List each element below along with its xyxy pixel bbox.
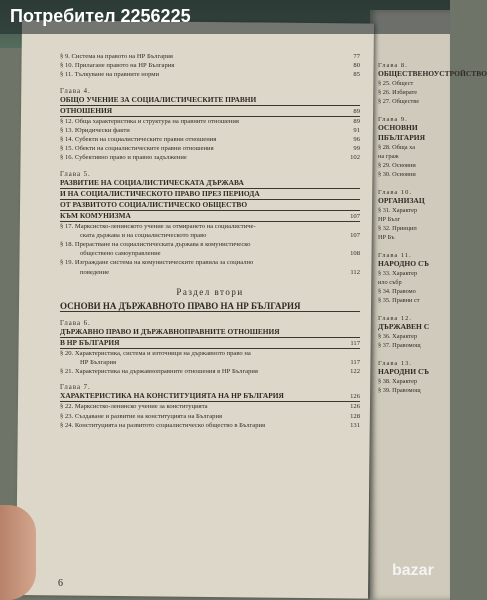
part-title: ОСНОВИ НА ДЪРЖАВНОТО ПРАВО НА НР БЪЛГАРИЯ: [60, 301, 360, 312]
chapter-title: [60, 178, 360, 222]
toc-entry: [60, 135, 360, 144]
chapter-label: Глава 11.: [378, 252, 412, 259]
chapter-title-line: ОРГАНИЗАЦ: [378, 196, 425, 205]
toc-entry: [60, 222, 360, 231]
toc-entry-label: § 18. Прерастване на социалистическата държава в комунистическо: [60, 241, 251, 249]
chapter-title-line: ДЪРЖАВЕН С: [378, 322, 430, 331]
chapter-label: Глава 5.: [60, 170, 91, 178]
toc-entry: [378, 269, 450, 278]
toc-entry: [378, 341, 450, 350]
toc-entry: [60, 349, 360, 358]
toc-entry-label: ската държава и на социалистическото право: [80, 231, 207, 239]
chapter-title: [60, 327, 360, 349]
chapter-title-line: УСТРОЙСТВО: [433, 69, 487, 78]
toc-entry: [378, 215, 450, 224]
toc-entry-page: 122: [350, 368, 360, 376]
chapter-page-number: 107: [350, 212, 360, 220]
bazar-logo: bazar: [392, 562, 434, 579]
toc-entry-label: § 16. Субективно право и правно задължение: [60, 154, 187, 162]
toc-entry: [378, 377, 450, 386]
toc-entry: [378, 296, 450, 305]
toc-entry: [378, 161, 450, 170]
chapter-title: [60, 95, 360, 117]
toc-entry: [60, 231, 360, 240]
toc-entry-label: § 19. Изграждане система на комунистическите правила за социално: [60, 259, 254, 267]
toc-entry-page: 126: [350, 403, 360, 411]
chapter-title-line: ДЪРЖАВНО ПРАВО И ДЪРЖАВНОПРАВНИТЕ ОТНОШЕНИЯ: [60, 327, 360, 338]
toc-entry-label: § 17. Марксистко-ленинското учение за отмирането на социалистиче-: [60, 222, 256, 230]
chapter-label: Глава 8.: [378, 62, 408, 69]
toc-entry-label: § 35. Правни ст: [378, 297, 420, 304]
chapter-label: Глава 10.: [378, 189, 413, 196]
chapter-title-line: ОСНОВНИ П: [378, 123, 418, 142]
chapter-title-line: БЪЛГАРИЯ: [383, 133, 426, 142]
toc-entry-label: НР България: [80, 359, 117, 367]
toc-entry-page: 91: [353, 126, 360, 134]
chapter-title-line: ХАРАКТЕРИСТИКА НА КОНСТИТУЦИЯТА НА НР БЪЛГАРИЯ: [60, 391, 360, 402]
toc-entry: [378, 332, 450, 341]
toc-entry-label: НР Бълг: [378, 216, 401, 223]
chapter-label: Глава 12.: [378, 315, 413, 322]
chapter-title-line: И НА СОЦИАЛИСТИЧЕСКОТО ПРАВО ПРЕЗ ПЕРИОДА: [60, 189, 360, 200]
toc-entry-label: § 12. Обща характеристика и структура на правните отношения: [60, 117, 239, 125]
toc-entry: [60, 126, 360, 135]
toc-entry-label: поведение: [80, 268, 110, 276]
toc-entry-label: § 36. Характер: [378, 333, 418, 340]
toc-entry-label: § 25. Общест: [378, 80, 414, 87]
chapter-title-line: В НР БЪЛГАРИЯ: [60, 338, 360, 349]
toc-entry: [378, 79, 450, 88]
toc-entry-page: 131: [350, 421, 360, 429]
toc-entry: [378, 233, 450, 242]
toc-entry: [378, 386, 450, 395]
chapter-label: Глава 6.: [60, 319, 91, 327]
toc-entry-label: § 37. Правомощ: [378, 342, 421, 349]
toc-entry: [60, 144, 360, 153]
toc-entry-page: 102: [350, 154, 360, 162]
toc-entry-page: 107: [350, 231, 360, 239]
toc-entry-label: обществено самоуправление: [80, 250, 161, 258]
toc-entry-label: ило събр: [378, 279, 402, 286]
chapter-title: [60, 391, 360, 402]
toc-entry-label: § 38. Характер: [378, 378, 418, 385]
page-number: 6: [58, 578, 63, 589]
toc-entry-label: § 21. Характеристика на държавноправните отношения в НР България: [60, 368, 258, 376]
toc-entry: [60, 412, 360, 421]
toc-entry-label: § 10. Прилагане правото на НР България: [60, 62, 175, 70]
toc-entry-page: 108: [350, 250, 360, 258]
toc-entry: [60, 421, 360, 430]
toc-entry-label: § 13. Юридически факти: [60, 126, 130, 134]
toc-entry: [378, 287, 450, 296]
toc-right-column: [378, 52, 487, 395]
toc-entry-label: § 9. Система на правото на НР България: [60, 53, 173, 60]
toc-entry: [60, 258, 360, 267]
toc-entry-label: § 33. Характер: [378, 270, 418, 277]
toc-entry-label: § 22. Марксистко-ленинско учение за конституцията: [60, 403, 208, 411]
toc-entry: [378, 88, 450, 97]
toc-entry-label: § 27. Обществе: [378, 98, 419, 105]
toc-entry-page: 77: [353, 53, 360, 60]
chapter-title-line: НАРОДНО СЪ: [378, 259, 430, 268]
chapter-label: Глава 9.: [378, 116, 408, 123]
toc-entry: [60, 70, 360, 79]
toc-entry: [378, 152, 450, 161]
chapter-label: Глава 7.: [60, 384, 91, 392]
chapter-title-line: ОБЩО УЧЕНИЕ ЗА СОЦИАЛИСТИЧЕСКИТЕ ПРАВНИ: [60, 95, 360, 106]
toc-left-column: [60, 52, 360, 430]
chapter-title-line: КЪМ КОМУНИЗМА: [60, 211, 360, 222]
toc-entry-page: 85: [353, 71, 360, 79]
toc-entry-page: 96: [353, 136, 360, 144]
toc-left-list: [60, 52, 360, 277]
toc-entry-label: § 20. Характеристика, система и източници на държавното право на: [60, 349, 251, 357]
toc-entry-label: § 24. Конституцията на развитото социалистическо общество в България: [60, 421, 266, 429]
toc-entry-label: § 26. Избирате: [378, 89, 418, 96]
chapter-page-number: 89: [353, 107, 360, 115]
toc-entry-label: § 30. Основни: [378, 171, 416, 178]
toc-entry: [60, 249, 360, 258]
toc-entry: [60, 240, 360, 249]
toc-entry-label: § 23. Създаване и развитие на конституцията на България: [60, 412, 223, 420]
thumb: [0, 505, 36, 600]
toc-entry: [60, 358, 360, 367]
toc-entry: [378, 278, 450, 287]
toc-entry: [378, 170, 450, 179]
toc-entry-page: 128: [350, 412, 360, 420]
toc-entry-label: § 28. Обща ха: [378, 144, 415, 151]
chapter-label: Глава 4.: [60, 87, 91, 95]
toc-entry-page: 80: [353, 62, 360, 70]
chapter-label: Глава 13.: [378, 360, 413, 367]
chapter-page-number: 117: [350, 339, 360, 347]
part-label: Раздел втори: [176, 286, 244, 297]
user-header: Потребител 2256225: [10, 6, 191, 26]
toc-entry-label: § 15. Обекти на социалистическите правни отношения: [60, 145, 214, 153]
toc-entry: [60, 367, 360, 376]
chapter-title: [378, 123, 450, 143]
toc-right-list: [378, 62, 487, 395]
toc-entry: [60, 268, 360, 277]
toc-entry: [60, 153, 360, 162]
chapter-page-number: 126: [350, 393, 360, 401]
chapter-title-line: ОТ РАЗВИТОТО СОЦИАЛИСТИЧЕСКО ОБЩЕСТВО: [60, 200, 360, 211]
toc-entry-label: § 14. Субекти на социалистическите правни отношения: [60, 136, 217, 144]
toc-entry: [60, 52, 360, 61]
chapter-title: [378, 322, 450, 332]
toc-entry-page: 112: [350, 268, 360, 276]
toc-entry-label: § 34. Правомо: [378, 288, 416, 295]
toc-entry-label: НР Бъ: [378, 234, 395, 241]
chapter-title-line: ОБЩЕСТВЕНО: [378, 69, 434, 78]
chapter-title: [378, 69, 487, 79]
toc-entry-label: § 32. Принцип: [378, 225, 417, 232]
toc-part-list: [60, 320, 360, 430]
chapter-title-line: НАРОДНИ СЪ: [378, 367, 430, 376]
toc-entry-label: § 29. Основни: [378, 162, 416, 169]
chapter-title: [378, 367, 450, 377]
chapter-title: [378, 259, 450, 269]
toc-entry-page: 99: [353, 145, 360, 153]
toc-entry-label: на граж: [378, 153, 399, 160]
toc-entry: [378, 206, 450, 215]
toc-entry: [378, 143, 450, 152]
toc-entry-label: § 31. Характер: [378, 207, 418, 214]
toc-entry: [60, 117, 360, 126]
chapter-title-line: ОТНОШЕНИЯ: [60, 106, 360, 117]
chapter-title: [378, 196, 450, 206]
toc-entry-label: § 39. Правомощ: [378, 387, 421, 394]
chapter-title-line: РАЗВИТИЕ НА СОЦИАЛИСТИЧЕСКАТА ДЪРЖАВА: [60, 178, 360, 189]
toc-entry-page: 117: [350, 359, 360, 367]
toc-entry: [378, 97, 450, 106]
toc-entry-page: 89: [353, 117, 360, 125]
toc-entry: [60, 61, 360, 70]
toc-entry: [60, 402, 360, 411]
toc-entry-label: § 11. Тълкуване на правните норми: [60, 71, 159, 79]
toc-entry: [378, 224, 450, 233]
